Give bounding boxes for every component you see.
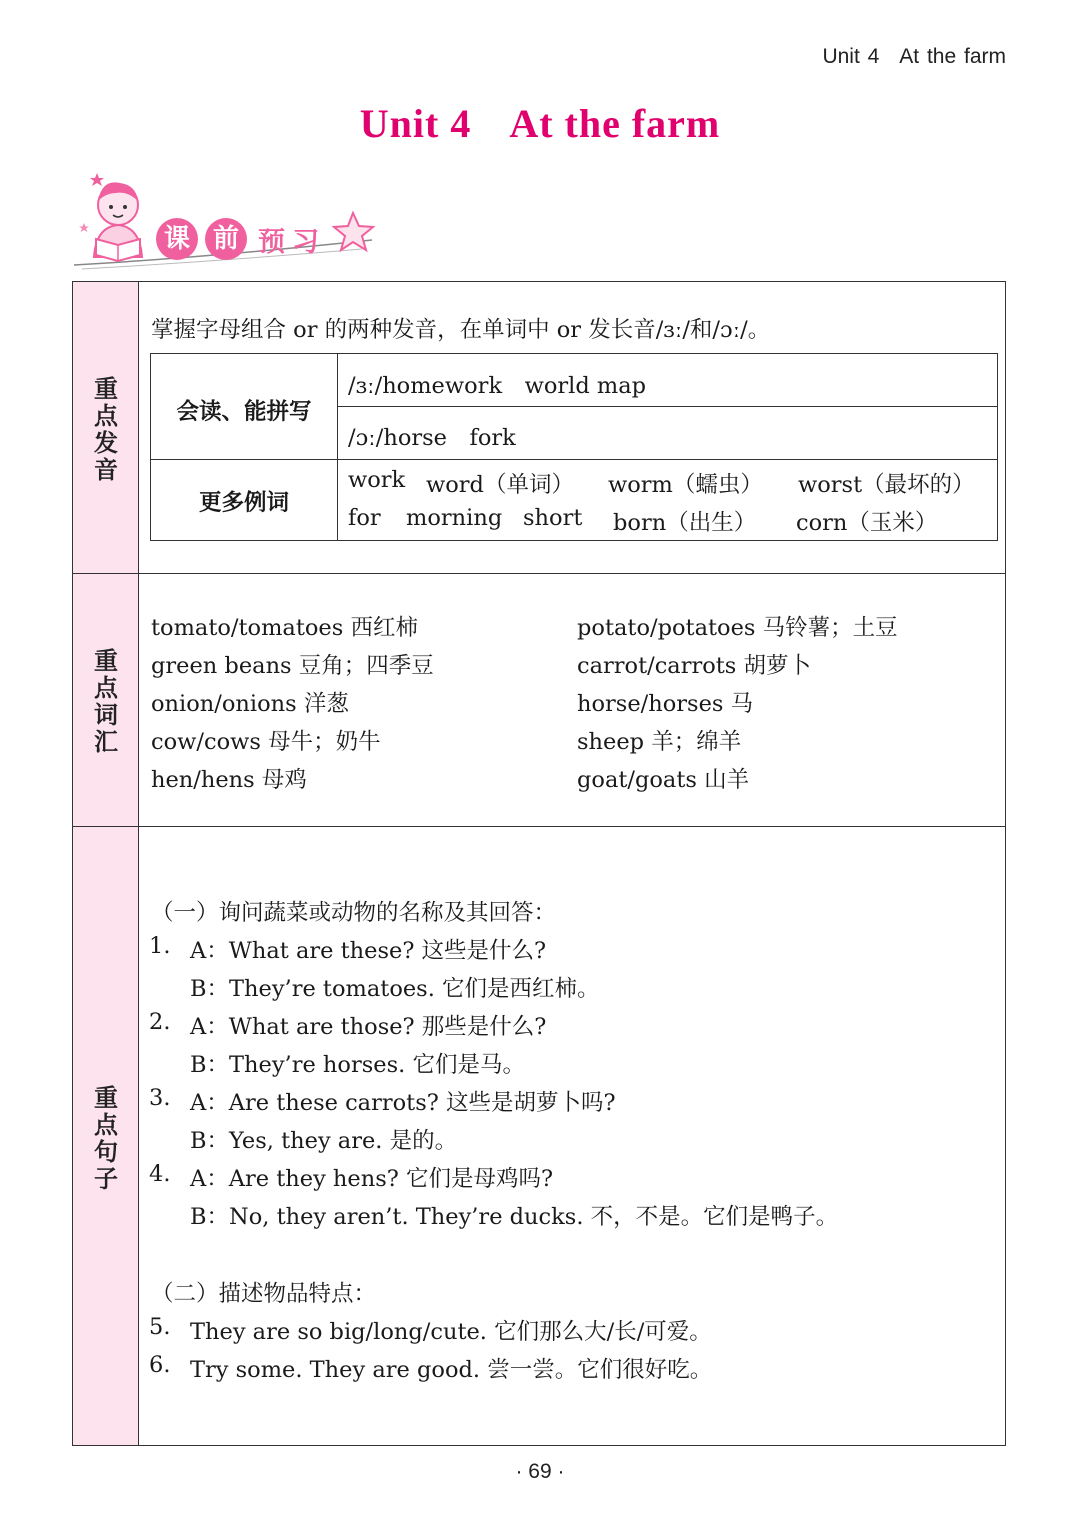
banner-char-2: 前 [205, 218, 247, 260]
vocab-item: green beans 豆角；四季豆 [151, 653, 434, 679]
section-divider [73, 573, 1005, 574]
item-number: 5. [149, 1314, 171, 1340]
banner-char-1: 课 [156, 218, 198, 260]
example-word: word（单词） [426, 472, 574, 498]
vocab-item: carrot/carrots 胡萝卜 [577, 653, 812, 679]
table-label-more-examples: 更多例词 [198, 490, 289, 516]
running-head-unit: Unit 4 [822, 45, 880, 68]
item-text: Try some. They are good. 尝一尝。它们很好吃。 [190, 1357, 713, 1383]
dialogue-line-b: B：No, they aren’t. They’re ducks. 不，不是。它们是鸭子。 [190, 1204, 839, 1230]
vocab-item: onion/onions 洋葱 [151, 691, 349, 717]
page-number: · 69 · [515, 1460, 565, 1483]
example-word: short [523, 505, 583, 531]
section-divider [73, 826, 1005, 827]
dialogue-line-a: A：Are they hens? 它们是母鸡吗? [190, 1166, 554, 1192]
example-word: corn（玉米） [796, 510, 938, 536]
section-label-sentences: 重 点 句 子 [94, 1084, 118, 1193]
pronunciation-intro: 掌握字母组合 or 的两种发音，在单词中 or 发长音/ɜː/和/ɔː/。 [151, 317, 771, 343]
table-line-or: /ɔː/horse fork [348, 425, 516, 451]
table-line-er: /ɜː/homework world map [348, 373, 647, 399]
dialogue-number: 4. [149, 1161, 171, 1187]
dialogue-line-a: A：What are those? 那些是什么? [190, 1014, 547, 1040]
dialogue-line-b: B：They’re tomatoes. 它们是西红柿。 [190, 976, 600, 1002]
example-word: worst（最坏的） [798, 472, 975, 498]
dialogue-number: 2. [149, 1009, 171, 1035]
vocab-item: tomato/tomatoes 西红柿 [151, 615, 418, 641]
section-label-pronunciation: 重 点 发 音 [94, 375, 118, 484]
vocab-item: horse/horses 马 [577, 691, 754, 717]
running-head [822, 45, 1006, 69]
vocab-item: sheep 羊；绵羊 [577, 729, 742, 755]
title-name: At the farm [509, 101, 721, 146]
vocab-item: potato/potatoes 马铃薯；土豆 [577, 615, 898, 641]
dialogue-number: 1. [149, 933, 171, 959]
content-frame [72, 281, 1006, 1446]
example-word: morning [406, 505, 503, 531]
banner-char-4: 习 [292, 227, 319, 258]
item-text: They are so big/long/cute. 它们那么大/长/可爱。 [190, 1319, 712, 1345]
pronunciation-table [150, 353, 998, 541]
vocab-item: goat/goats 山羊 [577, 767, 750, 793]
dialogue-line-b: B：Yes, they are. 是的。 [190, 1128, 458, 1154]
dialogue-number: 3. [149, 1085, 171, 1111]
preview-banner [72, 165, 382, 275]
title-unit: Unit 4 [359, 101, 472, 146]
example-word: worm（蠕虫） [608, 472, 763, 498]
dialogue-line-a: A：Are these carrots? 这些是胡萝卜吗? [190, 1090, 616, 1116]
dialogue-line-a: A：What are these? 这些是什么? [190, 938, 547, 964]
sentences-part2-heading: （二）描述物品特点： [151, 1281, 377, 1307]
sentences-part1-heading: （一）询问蔬菜或动物的名称及其回答： [151, 900, 557, 926]
page-title [0, 100, 1080, 147]
vocab-item: hen/hens 母鸡 [151, 767, 307, 793]
example-word: work [348, 467, 406, 493]
example-word: for [348, 505, 381, 531]
dialogue-line-b: B：They’re horses. 它们是马。 [190, 1052, 525, 1078]
table-label-read-spell: 会读、能拼写 [176, 399, 312, 425]
running-head-title: At the farm [899, 45, 1006, 68]
vocab-item: cow/cows 母牛；奶牛 [151, 729, 381, 755]
example-word: born（出生） [613, 510, 757, 536]
banner-char-3: 预 [258, 227, 285, 258]
item-number: 6. [149, 1352, 171, 1378]
section-label-vocabulary: 重 点 词 汇 [94, 647, 118, 756]
